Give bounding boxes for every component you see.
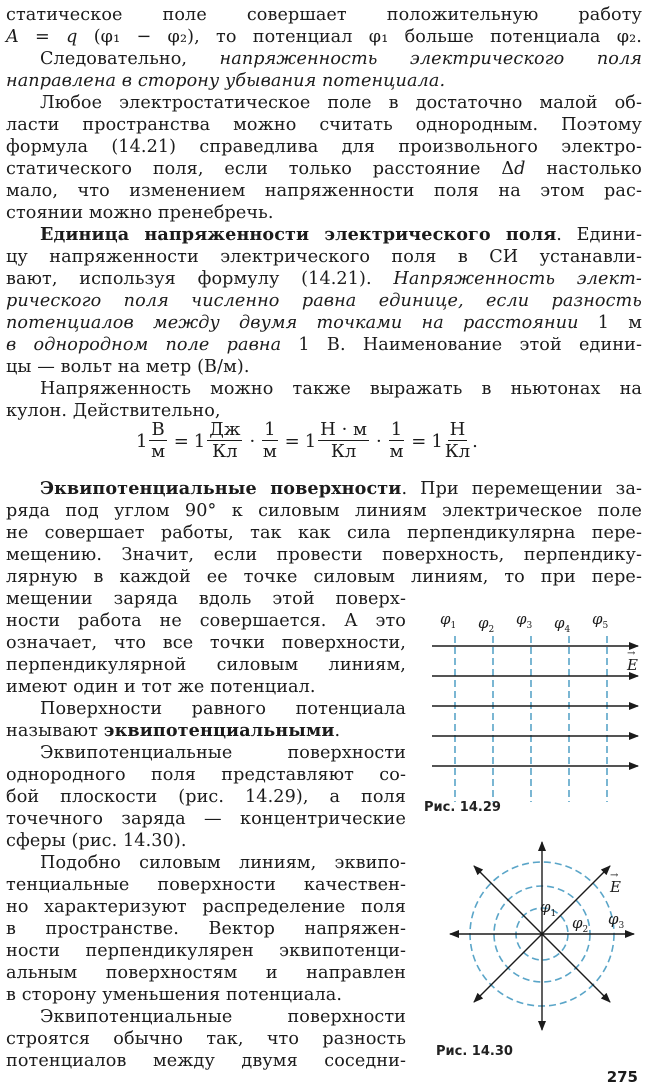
text-span: Эквипотенциальные поверхности bbox=[40, 743, 406, 763]
figure-caption: Рис. 14.29 bbox=[424, 800, 501, 815]
text-span: Поверхности равного потенциала bbox=[40, 699, 406, 719]
text-span: потенциалов между двумя точками на расстоянии bbox=[6, 313, 579, 333]
text-span: 1 В. Наименование этой едини- bbox=[281, 335, 643, 355]
text-span: сферы (рис. 14.30). bbox=[6, 831, 187, 851]
text-line bbox=[6, 268, 642, 290]
figure-caption: Рис. 14.30 bbox=[436, 1044, 513, 1059]
phi-label: $\varphi_4$ bbox=[554, 614, 571, 635]
text-line bbox=[6, 26, 642, 48]
text-span: ласти пространства можно считать однородным. Поэтому bbox=[6, 115, 642, 135]
frac-numerator: 1 bbox=[390, 419, 403, 440]
formula-equals: = bbox=[173, 430, 189, 452]
text-line bbox=[6, 918, 406, 940]
frac-numerator: 1 bbox=[264, 419, 276, 440]
text-line bbox=[6, 290, 642, 312]
text-span: цы — вольт на метр (В/м). bbox=[6, 357, 250, 377]
text-span: перпендикулярной силовым линиям, bbox=[6, 655, 406, 675]
unit-formula bbox=[0, 418, 648, 464]
text-span: напряженность электрического поля bbox=[219, 49, 642, 69]
text-line bbox=[6, 676, 316, 698]
field-lines bbox=[450, 842, 634, 1030]
formula-fraction bbox=[149, 420, 166, 462]
field-line bbox=[474, 934, 542, 1002]
formula-fraction bbox=[318, 420, 369, 462]
text-line bbox=[6, 500, 642, 522]
phi-label: $\varphi_1$ bbox=[540, 898, 557, 919]
text-line bbox=[6, 1050, 406, 1072]
frac-numerator: Н bbox=[449, 419, 466, 440]
phi-label: $\varphi_3$ bbox=[608, 910, 625, 931]
text-span: Эквипотенциальные поверхности bbox=[40, 1007, 406, 1027]
text-span: Следовательно, bbox=[40, 49, 220, 69]
text-span: бой плоскости (рис. 14.29), а поля bbox=[6, 787, 406, 807]
text-line bbox=[6, 566, 642, 588]
text-span: направлена в сторону убывания потенциала. bbox=[6, 71, 446, 91]
text-line bbox=[6, 962, 406, 984]
text-span: не совершает работы, так как сила перпендикулярна пере- bbox=[6, 523, 642, 543]
text-span: (φ₁ − φ₂), то потенциал φ₁ больше потенциала φ₂. bbox=[77, 27, 642, 47]
formula-dot: · bbox=[249, 430, 256, 452]
text-line bbox=[6, 1028, 406, 1050]
text-span: . При перемещении за- bbox=[401, 479, 642, 499]
text-line bbox=[40, 478, 642, 500]
frac-denominator: Кл bbox=[444, 441, 471, 462]
text-span: строятся обычно так, что разность bbox=[6, 1029, 406, 1049]
text-line bbox=[6, 786, 406, 808]
text-line bbox=[6, 4, 642, 26]
vector-e-label: E bbox=[610, 878, 621, 896]
text-span: = bbox=[18, 27, 67, 47]
equipotential-planes bbox=[455, 636, 607, 802]
text-line bbox=[40, 92, 642, 114]
text-span: мещении заряда вдоль этой поверх- bbox=[6, 589, 406, 609]
text-line bbox=[6, 610, 406, 632]
text-line bbox=[6, 334, 642, 356]
text-span: мещению. Значит, если провести поверхность, перпендику- bbox=[6, 545, 642, 565]
text-line bbox=[6, 202, 274, 224]
text-line bbox=[6, 830, 187, 852]
text-line bbox=[6, 764, 406, 786]
formula-period: . bbox=[472, 430, 478, 452]
formula-row bbox=[136, 418, 478, 464]
frac-numerator: Н · м bbox=[320, 419, 368, 440]
text-span: цу напряженности электрического поля в СИ устанавли- bbox=[6, 247, 642, 267]
text-line bbox=[40, 852, 406, 874]
formula-fraction bbox=[389, 420, 404, 462]
text-line bbox=[6, 808, 406, 830]
text-span: ности работа не совершается. А это bbox=[6, 611, 406, 631]
text-line bbox=[6, 158, 642, 180]
text-line bbox=[40, 698, 406, 720]
text-line bbox=[6, 246, 642, 268]
text-line bbox=[40, 378, 642, 400]
formula-fraction bbox=[445, 420, 470, 462]
text-span: Единица напряженности электрического поля bbox=[40, 224, 557, 245]
phi-label: $\varphi_2$ bbox=[478, 614, 495, 635]
text-span: однородного поля представляют со- bbox=[6, 765, 406, 785]
frac-numerator: В bbox=[151, 419, 165, 440]
figure-uniform-field bbox=[418, 606, 644, 806]
text-line bbox=[6, 356, 250, 378]
text-span: тенциальные поверхности качествен- bbox=[6, 875, 406, 895]
text-span: в однородном поле равна bbox=[6, 335, 282, 355]
vector-arrow-mark: → bbox=[627, 648, 636, 659]
field-line bbox=[542, 934, 610, 1002]
frac-denominator: Кл bbox=[212, 441, 238, 462]
text-line bbox=[6, 874, 406, 896]
text-line bbox=[6, 588, 406, 610]
text-span: называют bbox=[6, 721, 104, 741]
text-span: ности перпендикулярен эквипотенци- bbox=[6, 941, 406, 961]
text-span: имеют один и тот же потенциал. bbox=[6, 677, 316, 697]
formula-dot: · bbox=[376, 430, 382, 452]
text-span: лярную в каждой ее точке силовым линиям, то при пере- bbox=[6, 567, 642, 587]
text-span: ряда под углом 90° к силовым линиям электрическое поле bbox=[6, 501, 642, 521]
text-line bbox=[6, 896, 406, 918]
text-line bbox=[6, 632, 406, 654]
phi-label: $\varphi_1$ bbox=[440, 610, 457, 631]
text-line bbox=[40, 224, 642, 246]
text-span: Подобно силовым линиям, эквипо- bbox=[40, 853, 406, 873]
potential-labels bbox=[440, 610, 609, 635]
text-span: статического поля, если только расстояние Δ bbox=[6, 159, 515, 179]
text-span: настолько bbox=[525, 159, 642, 179]
text-span: Напряженность можно также выражать в ньютонах на bbox=[40, 379, 642, 399]
phi-label: $\varphi_3$ bbox=[516, 610, 533, 631]
formula-fraction bbox=[262, 420, 277, 462]
frac-denominator: м bbox=[151, 441, 166, 462]
formula-coef: 1 bbox=[136, 430, 148, 452]
text-line bbox=[6, 940, 406, 962]
formula-fraction bbox=[207, 420, 242, 462]
text-line bbox=[6, 136, 642, 158]
vector-arrow-mark: → bbox=[610, 870, 619, 881]
text-span: 1 м bbox=[578, 313, 642, 333]
phi-label: $\varphi_2$ bbox=[572, 914, 589, 935]
text-span: Любое электростатическое поле в достаточно малой об- bbox=[40, 93, 642, 113]
text-span: мало, что изменением напряженности поля на этом рас- bbox=[6, 181, 642, 201]
text-line bbox=[6, 720, 340, 742]
text-line bbox=[6, 654, 406, 676]
text-span: q bbox=[66, 27, 78, 47]
text-line bbox=[6, 544, 642, 566]
text-span: . bbox=[334, 721, 341, 741]
field-line bbox=[474, 866, 542, 934]
frac-denominator: м bbox=[389, 441, 404, 462]
text-span: в сторону уменьшения потенциала. bbox=[6, 985, 343, 1005]
text-span: кулон. Действительно, bbox=[6, 401, 221, 421]
formula-equals: = bbox=[411, 430, 427, 452]
phi-label: $\varphi_5$ bbox=[592, 610, 609, 631]
text-line bbox=[40, 1006, 406, 1028]
text-span: альным поверхностям и направлен bbox=[6, 963, 406, 983]
text-line bbox=[40, 742, 406, 764]
figure-point-charge bbox=[444, 834, 644, 1048]
text-span: формула (14.21) справедлива для произвольного электро- bbox=[6, 137, 642, 157]
frac-numerator: Дж bbox=[209, 419, 241, 440]
formula-equals: = bbox=[284, 430, 300, 452]
text-span: статическое поле совершает положительную работу bbox=[6, 5, 642, 25]
text-span: A bbox=[6, 27, 19, 47]
text-span: Напряженность элект- bbox=[393, 269, 642, 289]
text-span: в пространстве. Вектор напряжен- bbox=[6, 919, 406, 939]
text-span: Эквипотенциальные поверхности bbox=[40, 478, 402, 499]
text-span: вают, используя формулу (14.21). bbox=[6, 269, 394, 289]
frac-denominator: Кл bbox=[330, 441, 357, 462]
vector-e-label: E bbox=[627, 656, 638, 674]
formula-coef: 1 bbox=[304, 430, 317, 452]
text-line bbox=[6, 180, 642, 202]
formula-coef: 1 bbox=[193, 430, 206, 452]
formula-coef: 1 bbox=[431, 430, 443, 452]
text-line bbox=[6, 522, 642, 544]
text-span: стоянии можно пренебречь. bbox=[6, 203, 274, 223]
text-span: рического поля численно равна единице, если разность bbox=[6, 291, 642, 311]
text-line bbox=[6, 114, 642, 136]
text-line bbox=[40, 48, 642, 70]
text-span: точечного заряда — концентрические bbox=[6, 809, 406, 829]
text-span: эквипотенциальными bbox=[103, 720, 335, 741]
page-number: 275 bbox=[606, 1068, 638, 1086]
text-span: потенциалов между двумя соседни- bbox=[6, 1051, 406, 1071]
text-line bbox=[6, 312, 642, 334]
text-span: . Едини- bbox=[556, 225, 642, 245]
text-line bbox=[6, 984, 342, 1006]
text-span: но характеризуют распределение поля bbox=[6, 897, 406, 917]
text-span: означает, что все точки поверхности, bbox=[6, 633, 406, 653]
frac-denominator: м bbox=[262, 441, 277, 462]
text-line bbox=[6, 70, 445, 92]
text-span: d bbox=[514, 159, 526, 179]
